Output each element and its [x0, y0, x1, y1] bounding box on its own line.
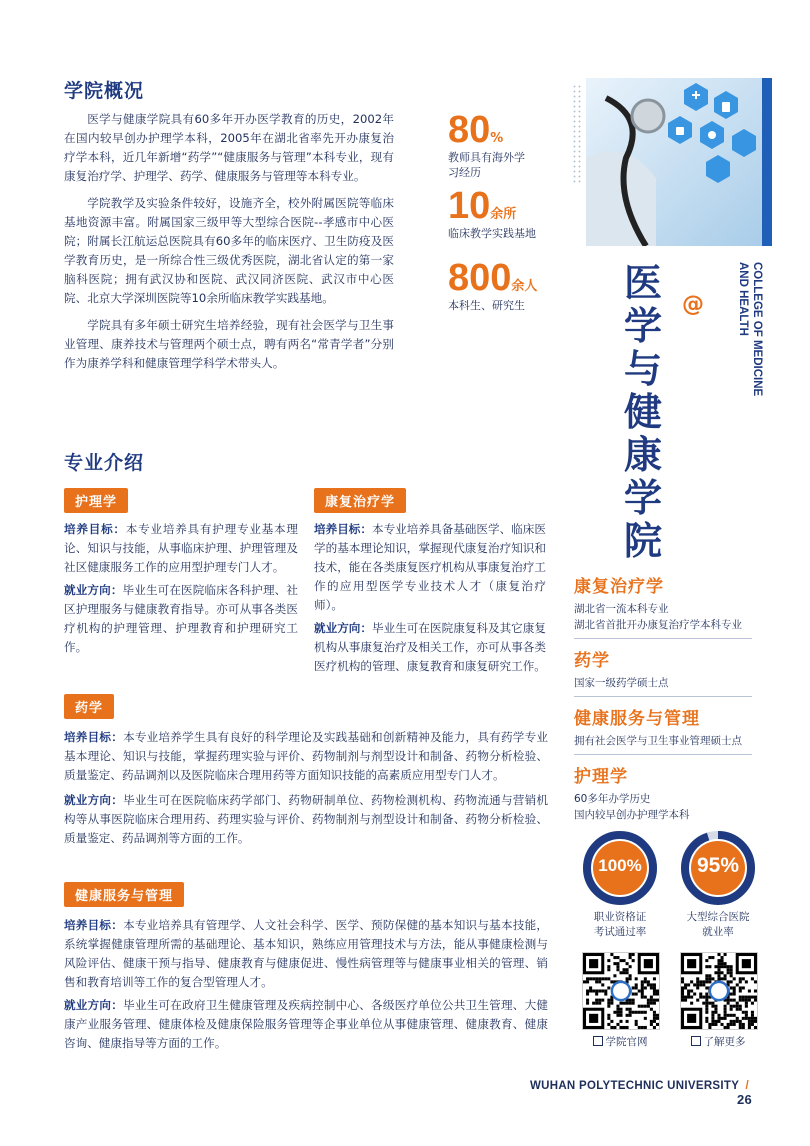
major-rehab — [314, 520, 546, 676]
caption-line: 考试通过率 — [593, 926, 647, 938]
highlight-line: 国家一级药学硕士点 — [574, 677, 669, 689]
highlight-health — [574, 704, 760, 749]
career-text: 毕业生可在政府卫生健康管理及疾病控制中心、各级医疗单位公共卫生管理、大健康产业服务管理、健康体检及健康保险服务管理等企事业单位从事健康管理、健康教育、健康咨询、健康指导等方面的工作。 — [64, 998, 548, 1050]
highlight-title: 健康服务与管理 — [574, 709, 700, 729]
stat-desc: 本科生、研究生 — [448, 299, 525, 312]
rate-circle-cert — [582, 830, 658, 906]
goal-text: 本专业培养具有管理学、人文社会科学、医学、预防保健的基本知识与基本技能，系统掌握健康管理所需的基础理论、基本知识，熟练应用管理技术与方法，能从事健康检测与风险评估、健康干预与指导、健康教育与健康促进、慢性病管理等与健康事业相关的管理、销售和教育培训等工作的复合型管理人才。 — [64, 918, 548, 989]
goal-label: 培养目标： — [64, 918, 124, 932]
footer-university: WUHAN POLYTECHNIC UNIVERSITY — [529, 1080, 739, 1092]
qr-label-website — [582, 1034, 658, 1049]
major-tag-nursing: 护理学 — [64, 488, 128, 513]
rate-circle-employment — [680, 830, 756, 906]
highlight-title: 康复治疗学 — [574, 577, 664, 597]
rate-value: 95% — [696, 854, 740, 877]
stat-unit: 余人 — [511, 279, 538, 294]
overview-paragraph-2: 学院教学及实验条件较好，设施齐全，校外附属医院等临床基地资源丰富。附属国家三级甲等大型综合医院--孝感市中心医院；附属长江航运总医院具有60多年的临床医疗、卫生防疫及医学教育历史，是一所综合性三级优秀医院，湖北省认定的第一家脑科医院；拥有武汉协和医院、武汉同济医院、武汉市中心医院、北京大学深圳医院等10余所临床教学实践基地。 — [64, 196, 394, 305]
highlight-line: 60多年办学历史 — [574, 793, 651, 805]
health-goal — [64, 916, 548, 992]
rehab-career — [314, 619, 546, 676]
divider — [574, 638, 752, 639]
highlight-title: 药学 — [574, 651, 610, 671]
qr-label-more — [680, 1034, 756, 1049]
highlight-line: 国内较早创办护理学本科 — [574, 809, 690, 821]
qr-code-more[interactable] — [680, 952, 758, 1030]
stat-desc: 教师具有海外学习经历 — [448, 151, 525, 179]
stat-number: 10 — [448, 185, 491, 227]
pharmacy-career — [64, 791, 548, 848]
caption-line: 职业资格证 — [593, 911, 647, 923]
health-career — [64, 996, 548, 1053]
stat-desc: 临床教学实践基地 — [448, 227, 536, 240]
caption-line: 就业率 — [702, 926, 734, 938]
caption-line: 大型综合医院 — [686, 911, 750, 923]
stat-students — [448, 258, 578, 313]
at-symbol: @ — [682, 292, 704, 317]
nursing-goal — [64, 520, 298, 577]
accent-strip — [762, 78, 772, 246]
college-name-cn: 医学与健康学院 — [623, 261, 662, 563]
overview-paragraph-3: 学院具有多年硕士研究生培养经验，现有社会医学与卫生事业管理、康养技术与管理两个硕士点，聘有两名“常青学者”分别作为康养学科和健康管理学科学术带头人。 — [64, 318, 394, 370]
career-label: 就业方向： — [64, 998, 124, 1012]
career-text: 毕业生可在医院康复科及其它康复机构从事康复治疗及相关工作，亦可从事各类医疗机构的管理、康复教育和康复研究工作。 — [314, 621, 546, 673]
career-label: 就业方向： — [64, 793, 124, 807]
highlight-pharmacy — [574, 646, 760, 691]
college-name-en — [734, 262, 764, 422]
qr-label-text: 学院官网 — [605, 1036, 648, 1048]
qr-code-website[interactable] — [582, 952, 660, 1030]
major-pharmacy — [64, 728, 548, 848]
highlight-nursing — [574, 762, 760, 823]
pharmacy-goal — [64, 728, 548, 785]
stat-unit: % — [490, 131, 504, 146]
highlight-rehab — [574, 572, 760, 633]
major-tag-health: 健康服务与管理 — [64, 882, 184, 907]
overview-paragraph-1: 医学与健康学院具有60多年开办医学教育的历史，2002年在国内较早创办护理学本科，2005年在湖北省率先开办康复治疗学本科，近几年新增“药学”“健康服务与管理”本科专业，现有康复治疗学、护理学、药学、健康服务与管理等本科专业。 — [64, 112, 394, 183]
rate-value: 100% — [598, 856, 642, 875]
scan-icon — [593, 1036, 603, 1046]
scan-icon — [691, 1036, 701, 1046]
career-label: 就业方向： — [314, 621, 372, 635]
rehab-goal — [314, 520, 546, 615]
highlight-line: 湖北省一流本科专业 — [574, 603, 669, 615]
highlight-title: 护理学 — [574, 767, 628, 787]
footer — [520, 1080, 752, 1107]
divider — [574, 696, 752, 697]
decor-dots — [572, 84, 582, 184]
stat-number: 80 — [448, 109, 491, 151]
career-label: 就业方向： — [64, 583, 123, 597]
goal-label: 培养目标： — [64, 522, 126, 536]
goal-text: 本专业培养具有护理专业基本理论、知识与技能，从事临床护理、护理管理及社区健康服务工作的应用型护理专门人才。 — [64, 522, 298, 574]
rate-caption-employment — [668, 910, 768, 940]
goal-text: 本专业培养学生具有良好的科学理论及实践基础和创新精神及能力，具有药学专业基本理论、知识与技能，掌握药理实验与评价、药物制剂与剂型设计和制备、药物分析检验、质量鉴定、药品调剂以及医院临床合理用药等方面知识技能的高素质应用型专门人才。 — [64, 730, 548, 782]
major-tag-pharmacy: 药学 — [64, 694, 114, 719]
stat-bases — [448, 186, 578, 241]
stat-number: 800 — [448, 257, 512, 299]
qr-label-text: 了解更多 — [703, 1036, 746, 1048]
stat-teachers — [448, 110, 568, 180]
rate-caption-cert — [570, 910, 670, 940]
overview-body — [64, 110, 394, 373]
college-name-en-line1: COLLEGE OF MEDICINE — [751, 262, 763, 397]
goal-label: 培养目标： — [314, 522, 372, 536]
major-health — [64, 916, 548, 1053]
highlight-line: 湖北省首批开办康复治疗学本科专业 — [574, 619, 742, 631]
medical-photo — [586, 78, 762, 246]
major-nursing — [64, 520, 298, 657]
overview-title: 学院概况 — [64, 80, 145, 102]
major-tag-rehab: 康复治疗学 — [314, 488, 406, 513]
stat-unit: 余所 — [490, 207, 517, 222]
footer-separator: / — [745, 1080, 749, 1092]
divider — [574, 754, 752, 755]
goal-label: 培养目标： — [64, 730, 124, 744]
nursing-career — [64, 581, 298, 657]
career-text: 毕业生可在医院临床药学部门、药物研制单位、药物检测机构、药物流通与营销机构等从事医院临床合理用药、药理实验与评价、药物制剂与剂型设计和制备、药物分析检验、质量鉴定、药品调剂等方面的工作。 — [64, 793, 548, 845]
college-name-en-line2: AND HEALTH — [737, 262, 749, 336]
highlight-line: 拥有社会医学与卫生事业管理硕士点 — [574, 735, 742, 747]
goal-text: 本专业培养具备基础医学、临床医学的基本理论知识，掌握现代康复治疗知识和技术，能在各类康复医疗机构从事康复治疗工作的应用型医学专业技术人才（康复治疗师）。 — [314, 522, 546, 612]
career-text: 毕业生可在医院临床各科护理、社区护理服务与健康教育指导。亦可从事各类医疗机构的护理管理、护理教育和护理研究工作。 — [64, 583, 298, 654]
majors-title: 专业介绍 — [64, 452, 145, 474]
page-number: 26 — [736, 1092, 752, 1107]
